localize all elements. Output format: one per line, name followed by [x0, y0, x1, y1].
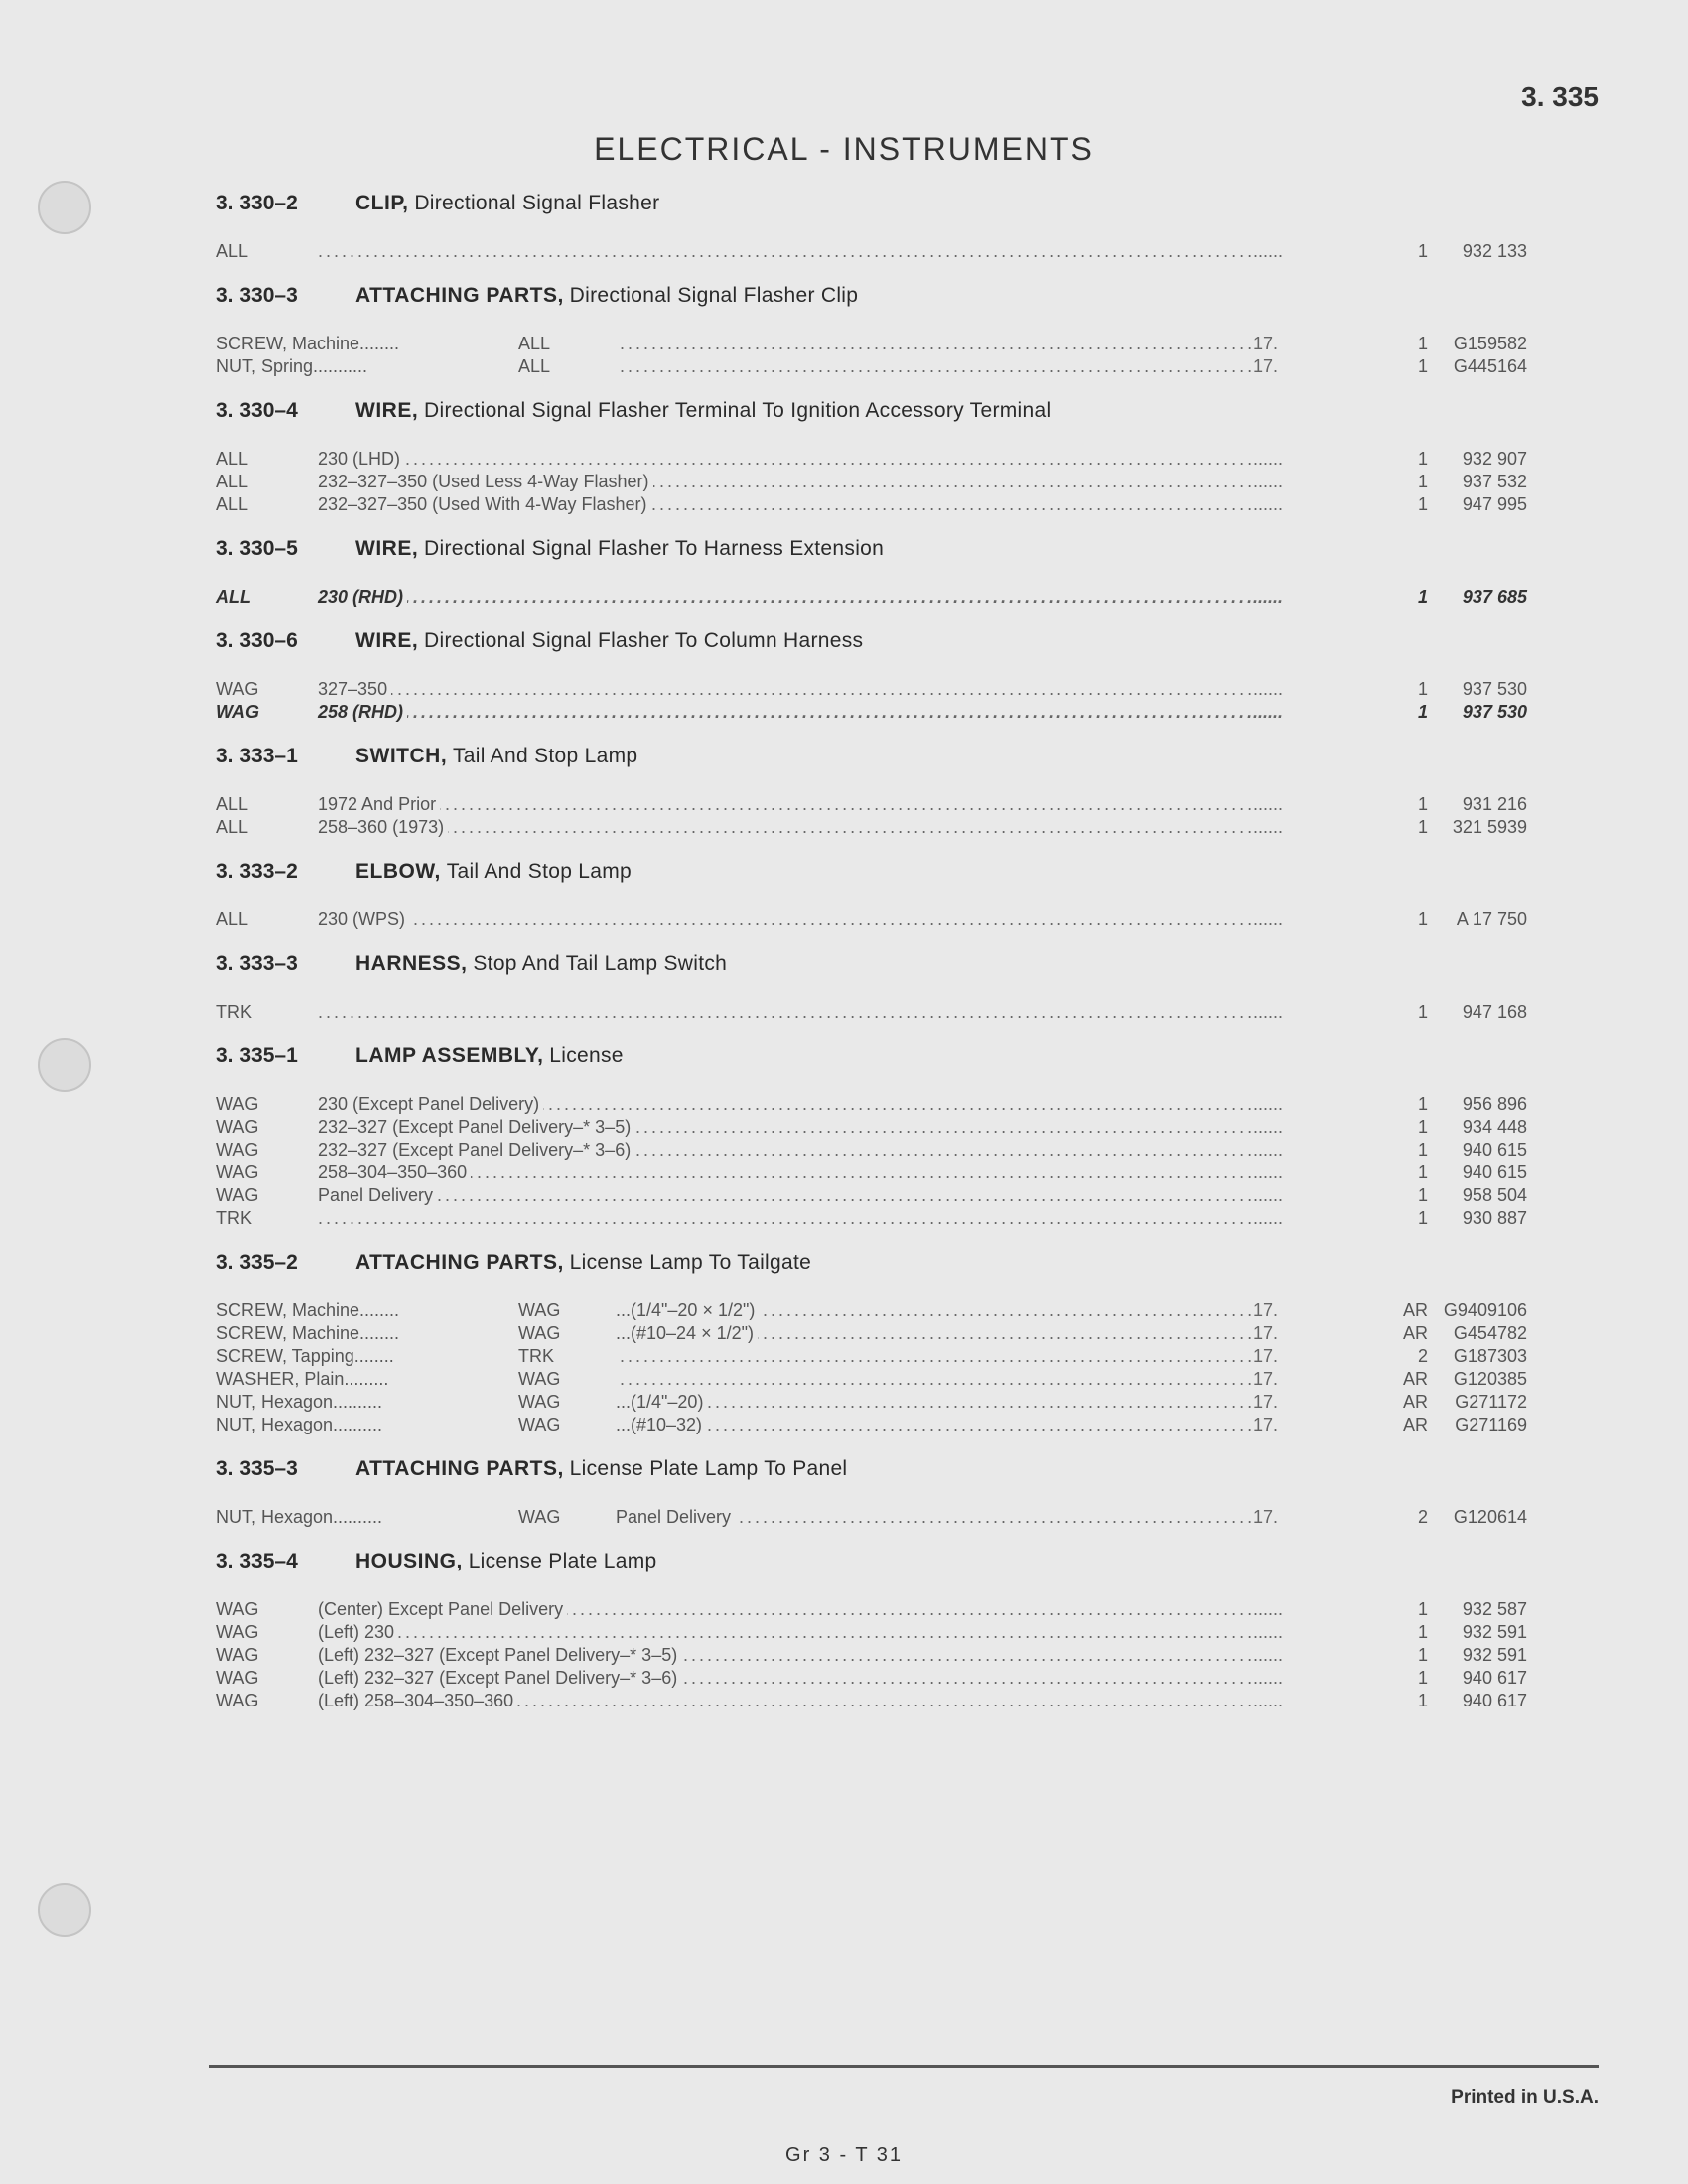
section-description: Tail And Stop Lamp: [446, 860, 633, 883]
part-number: 321 5939: [1434, 816, 1527, 839]
model-code: TRK: [216, 1002, 252, 1022]
reference: ......: [1253, 493, 1329, 516]
parts-row: [216, 333, 1527, 355]
section-description: Directional Signal Flasher To Column Harness: [424, 629, 864, 652]
reference: ......: [1253, 1001, 1329, 1024]
model-code: WAG: [216, 702, 259, 722]
reference: ......: [1253, 678, 1329, 701]
quantity: 1: [1329, 1139, 1432, 1161]
section-rows: [216, 908, 1527, 931]
usage-note: 258–360 (1973): [318, 816, 448, 839]
model-code: WAG: [518, 1299, 566, 1322]
quantity: AR: [1329, 1368, 1432, 1391]
parts-row: [216, 355, 1527, 378]
part-name: SCREW, Machine........: [216, 333, 415, 355]
quantity: 1: [1329, 586, 1432, 609]
reference: 17.: [1253, 1322, 1329, 1345]
reference: 17.: [1253, 1368, 1329, 1391]
reference: ......: [1253, 1116, 1329, 1139]
part-number: G159582: [1434, 333, 1527, 355]
part-number: 931 216: [1434, 793, 1527, 816]
part-number: 937 530: [1434, 701, 1527, 724]
section-rows: [216, 1001, 1527, 1024]
part-name: SCREW, Machine........: [216, 1322, 415, 1345]
section-number: 3. 330–2: [216, 192, 298, 214]
usage-note: (Left) 258–304–350–360: [318, 1690, 517, 1712]
model-code: WAG: [216, 1668, 259, 1688]
binder-hole: [38, 1038, 91, 1092]
section-part-name: HOUSING,: [355, 1550, 463, 1572]
quantity: AR: [1329, 1414, 1432, 1436]
section-description: License Plate Lamp To Panel: [569, 1457, 848, 1480]
section-number: 3. 335–1: [216, 1044, 298, 1067]
model-code: WAG: [216, 1622, 259, 1642]
parts-row: [216, 1161, 1527, 1184]
reference: ......: [1253, 1644, 1329, 1667]
part-number: A 17 750: [1434, 908, 1527, 931]
model-code: WAG: [216, 1094, 259, 1114]
reference: ......: [1253, 1139, 1329, 1161]
quantity: AR: [1329, 1299, 1432, 1322]
quantity: 1: [1329, 1093, 1432, 1116]
part-number: 958 504: [1434, 1184, 1527, 1207]
section-rows: [216, 1506, 1527, 1529]
section-rows: [216, 586, 1527, 609]
section-header: [216, 534, 1527, 586]
quantity: 2: [1329, 1506, 1432, 1529]
quantity: 1: [1329, 1690, 1432, 1712]
section-number: 3. 333–2: [216, 860, 298, 883]
section-part-name: WIRE,: [355, 537, 419, 560]
part-number: G120385: [1434, 1368, 1527, 1391]
reference: ......: [1253, 1598, 1329, 1621]
part-name: NUT, Hexagon..........: [216, 1391, 415, 1414]
parts-row: [216, 1093, 1527, 1116]
section-header: [216, 742, 1527, 793]
model-code: WAG: [216, 1599, 259, 1619]
part-number: G454782: [1434, 1322, 1527, 1345]
part-number: 937 532: [1434, 471, 1527, 493]
model-code: ALL: [518, 355, 556, 378]
usage-note: ...(#10–32): [616, 1414, 706, 1436]
part-number: 940 615: [1434, 1139, 1527, 1161]
model-code: ALL: [216, 909, 249, 929]
catalog-section: [216, 396, 1527, 516]
reference: ......: [1253, 471, 1329, 493]
section-part-name: CLIP,: [355, 192, 409, 214]
section-description: Directional Signal Flasher: [414, 192, 660, 214]
quantity: 1: [1329, 333, 1432, 355]
section-part-name: ATTACHING PARTS,: [355, 284, 564, 307]
reference: ......: [1253, 1184, 1329, 1207]
reference: ......: [1253, 1207, 1329, 1230]
reference: 17.: [1253, 1391, 1329, 1414]
part-name: NUT, Hexagon..........: [216, 1414, 415, 1436]
usage-note: 232–327–350 (Used Less 4-Way Flasher): [318, 471, 653, 493]
section-header: [216, 189, 1527, 240]
catalog-section: [216, 949, 1527, 1024]
section-number: 3. 330–3: [216, 284, 298, 307]
page-number: 3. 335: [1521, 81, 1599, 112]
parts-row: [216, 1299, 1527, 1322]
parts-row: [216, 1414, 1527, 1436]
quantity: 1: [1329, 1644, 1432, 1667]
reference: ......: [1253, 586, 1329, 609]
usage-note: Panel Delivery: [616, 1506, 735, 1529]
parts-row: [216, 1506, 1527, 1529]
parts-row: [216, 1598, 1527, 1621]
binder-hole: [38, 1883, 91, 1937]
quantity: 1: [1329, 1598, 1432, 1621]
section-rows: [216, 1598, 1527, 1712]
part-number: 937 685: [1434, 586, 1527, 609]
section-header: [216, 396, 1527, 448]
footer-rule: [209, 2065, 1599, 2068]
section-rows: [216, 333, 1527, 378]
model-code: ALL: [216, 794, 249, 814]
model-code: WAG: [216, 1185, 259, 1205]
usage-note: Panel Delivery: [318, 1184, 437, 1207]
parts-row: [216, 678, 1527, 701]
part-number: 937 530: [1434, 678, 1527, 701]
part-number: G445164: [1434, 355, 1527, 378]
model-code: WAG: [518, 1414, 566, 1436]
quantity: 1: [1329, 908, 1432, 931]
usage-note: 1972 And Prior: [318, 793, 440, 816]
section-rows: [216, 1299, 1527, 1436]
part-number: 932 591: [1434, 1621, 1527, 1644]
model-code: WAG: [216, 1162, 259, 1182]
model-code: ALL: [216, 241, 249, 261]
parts-row: [216, 1345, 1527, 1368]
reference: ......: [1253, 1161, 1329, 1184]
quantity: 1: [1329, 1161, 1432, 1184]
part-number: 940 615: [1434, 1161, 1527, 1184]
catalog-section: [216, 742, 1527, 839]
section-part-name: LAMP ASSEMBLY,: [355, 1044, 544, 1067]
part-number: G9409106: [1434, 1299, 1527, 1322]
catalog-section: [216, 1454, 1527, 1529]
section-part-name: ELBOW,: [355, 860, 441, 883]
catalog-section: [216, 1248, 1527, 1436]
model-code: WAG: [518, 1506, 566, 1529]
section-rows: [216, 240, 1527, 263]
parts-row: [216, 471, 1527, 493]
model-code: TRK: [518, 1345, 560, 1368]
model-code: TRK: [216, 1208, 252, 1228]
quantity: 1: [1329, 355, 1432, 378]
model-code: ALL: [216, 472, 249, 491]
parts-row: [216, 1391, 1527, 1414]
section-number: 3. 335–2: [216, 1251, 298, 1274]
part-number: 932 587: [1434, 1598, 1527, 1621]
section-part-name: WIRE,: [355, 629, 419, 652]
quantity: 1: [1329, 1184, 1432, 1207]
parts-row: [216, 816, 1527, 839]
section-number: 3. 330–4: [216, 399, 298, 422]
section-part-name: SWITCH,: [355, 745, 448, 767]
page-title: ELECTRICAL - INSTRUMENTS: [594, 131, 1094, 167]
section-description: Directional Signal Flasher Clip: [569, 284, 859, 307]
model-code: ALL: [216, 449, 249, 469]
catalog-section: [216, 189, 1527, 263]
usage-note: 258 (RHD): [318, 701, 407, 724]
reference: 17.: [1253, 1345, 1329, 1368]
parts-row: [216, 1116, 1527, 1139]
quantity: 1: [1329, 678, 1432, 701]
reference: 17.: [1253, 333, 1329, 355]
quantity: AR: [1329, 1322, 1432, 1345]
reference: ......: [1253, 1667, 1329, 1690]
section-number: 3. 330–5: [216, 537, 298, 560]
part-number: 930 887: [1434, 1207, 1527, 1230]
section-number: 3. 330–6: [216, 629, 298, 652]
section-description: Directional Signal Flasher To Harness Extension: [424, 537, 885, 560]
usage-note: 230 (Except Panel Delivery): [318, 1093, 543, 1116]
part-number: G120614: [1434, 1506, 1527, 1529]
model-code: WAG: [518, 1368, 566, 1391]
reference: 17.: [1253, 1299, 1329, 1322]
section-description: Tail And Stop Lamp: [453, 745, 638, 767]
section-header: [216, 1547, 1527, 1598]
part-name: SCREW, Machine........: [216, 1299, 415, 1322]
section-header: [216, 281, 1527, 333]
usage-note: ...(1/4"–20 × 1/2"): [616, 1299, 759, 1322]
section-header: [216, 626, 1527, 678]
model-code: WAG: [216, 1645, 259, 1665]
reference: ......: [1253, 240, 1329, 263]
part-number: 947 995: [1434, 493, 1527, 516]
usage-note: 258–304–350–360: [318, 1161, 471, 1184]
section-number: 3. 335–4: [216, 1550, 298, 1572]
model-code: WAG: [216, 1117, 259, 1137]
reference: ......: [1253, 816, 1329, 839]
quantity: 1: [1329, 816, 1432, 839]
reference: ......: [1253, 793, 1329, 816]
model-code: WAG: [216, 679, 259, 699]
part-name: NUT, Hexagon..........: [216, 1506, 415, 1529]
reference: ......: [1253, 1690, 1329, 1712]
part-number: G271169: [1434, 1414, 1527, 1436]
quantity: 1: [1329, 471, 1432, 493]
section-part-name: HARNESS,: [355, 952, 468, 975]
section-number: 3. 333–3: [216, 952, 298, 975]
part-number: 956 896: [1434, 1093, 1527, 1116]
part-name: WASHER, Plain.........: [216, 1368, 415, 1391]
footer-code: Gr 3 - T 31: [785, 2144, 903, 2166]
part-number: 932 591: [1434, 1644, 1527, 1667]
reference: ......: [1253, 448, 1329, 471]
quantity: 1: [1329, 1621, 1432, 1644]
part-number: 947 168: [1434, 1001, 1527, 1024]
parts-row: [216, 1368, 1527, 1391]
usage-note: (Left) 232–327 (Except Panel Delivery–* 3–5): [318, 1644, 681, 1667]
usage-note: 230 (WPS): [318, 908, 409, 931]
section-description: License Lamp To Tailgate: [569, 1251, 812, 1274]
model-code: WAG: [518, 1322, 566, 1345]
reference: ......: [1253, 1621, 1329, 1644]
section-header: [216, 1454, 1527, 1506]
model-code: WAG: [518, 1391, 566, 1414]
reference: ......: [1253, 908, 1329, 931]
parts-row: [216, 701, 1527, 724]
section-description: License Plate Lamp: [468, 1550, 657, 1572]
section-part-name: ATTACHING PARTS,: [355, 1457, 564, 1480]
parts-row: [216, 240, 1527, 263]
catalog-section: [216, 1041, 1527, 1230]
model-code: ALL: [216, 587, 251, 607]
usage-note: 327–350: [318, 678, 391, 701]
part-number: G187303: [1434, 1345, 1527, 1368]
part-number: 940 617: [1434, 1690, 1527, 1712]
parts-row: [216, 1207, 1527, 1230]
catalog-section: [216, 857, 1527, 931]
parts-row: [216, 448, 1527, 471]
parts-row: [216, 908, 1527, 931]
parts-row: [216, 1621, 1527, 1644]
reference: ......: [1253, 701, 1329, 724]
quantity: 2: [1329, 1345, 1432, 1368]
parts-row: [216, 493, 1527, 516]
quantity: 1: [1329, 793, 1432, 816]
usage-note: 232–327 (Except Panel Delivery–* 3–6): [318, 1139, 634, 1161]
usage-note: ...(#10–24 × 1/2"): [616, 1322, 758, 1345]
parts-row: [216, 1001, 1527, 1024]
section-rows: [216, 678, 1527, 724]
quantity: 1: [1329, 1667, 1432, 1690]
parts-row: [216, 586, 1527, 609]
printed-in: Printed in U.S.A.: [1451, 2087, 1599, 2108]
section-number: 3. 335–3: [216, 1457, 298, 1480]
section-header: [216, 857, 1527, 908]
model-code: WAG: [216, 1140, 259, 1160]
reference: 17.: [1253, 1414, 1329, 1436]
section-part-name: ATTACHING PARTS,: [355, 1251, 564, 1274]
parts-row: [216, 1184, 1527, 1207]
usage-note: 230 (RHD): [318, 586, 407, 609]
quantity: 1: [1329, 240, 1432, 263]
section-rows: [216, 448, 1527, 516]
part-name: SCREW, Tapping........: [216, 1345, 415, 1368]
model-code: ALL: [216, 817, 249, 837]
binder-hole: [38, 181, 91, 234]
usage-note: 232–327–350 (Used With 4-Way Flasher): [318, 493, 651, 516]
section-rows: [216, 793, 1527, 839]
part-number: G271172: [1434, 1391, 1527, 1414]
parts-row: [216, 1667, 1527, 1690]
quantity: 1: [1329, 1116, 1432, 1139]
reference: ......: [1253, 1093, 1329, 1116]
model-code: WAG: [216, 1691, 259, 1710]
part-number: 934 448: [1434, 1116, 1527, 1139]
section-header: [216, 1248, 1527, 1299]
parts-list: [216, 189, 1527, 1730]
section-description: Directional Signal Flasher Terminal To Ignition Accessory Terminal: [424, 399, 1052, 422]
usage-note: (Center) Except Panel Delivery: [318, 1598, 567, 1621]
section-number: 3. 333–1: [216, 745, 298, 767]
parts-row: [216, 1690, 1527, 1712]
part-number: 932 907: [1434, 448, 1527, 471]
model-code: ALL: [518, 333, 556, 355]
quantity: 1: [1329, 493, 1432, 516]
catalog-section: [216, 626, 1527, 724]
catalog-section: [216, 534, 1527, 609]
usage-note: (Left) 230: [318, 1621, 398, 1644]
quantity: 1: [1329, 1207, 1432, 1230]
part-number: 940 617: [1434, 1667, 1527, 1690]
parts-row: [216, 1139, 1527, 1161]
usage-note: 230 (LHD): [318, 448, 404, 471]
quantity: 1: [1329, 448, 1432, 471]
quantity: 1: [1329, 1001, 1432, 1024]
section-description: License: [549, 1044, 624, 1067]
section-part-name: WIRE,: [355, 399, 419, 422]
section-rows: [216, 1093, 1527, 1230]
section-description: Stop And Tail Lamp Switch: [473, 952, 728, 975]
section-header: [216, 1041, 1527, 1093]
usage-note: (Left) 232–327 (Except Panel Delivery–* 3–6): [318, 1667, 681, 1690]
parts-row: [216, 1644, 1527, 1667]
parts-row: [216, 1322, 1527, 1345]
usage-note: 232–327 (Except Panel Delivery–* 3–5): [318, 1116, 634, 1139]
reference: 17.: [1253, 355, 1329, 378]
section-header: [216, 949, 1527, 1001]
model-code: ALL: [216, 494, 249, 514]
quantity: AR: [1329, 1391, 1432, 1414]
quantity: 1: [1329, 701, 1432, 724]
part-number: 932 133: [1434, 240, 1527, 263]
catalog-section: [216, 1547, 1527, 1712]
catalog-section: [216, 281, 1527, 378]
usage-note: ...(1/4"–20): [616, 1391, 707, 1414]
part-name: NUT, Spring...........: [216, 355, 415, 378]
reference: 17.: [1253, 1506, 1329, 1529]
parts-row: [216, 793, 1527, 816]
